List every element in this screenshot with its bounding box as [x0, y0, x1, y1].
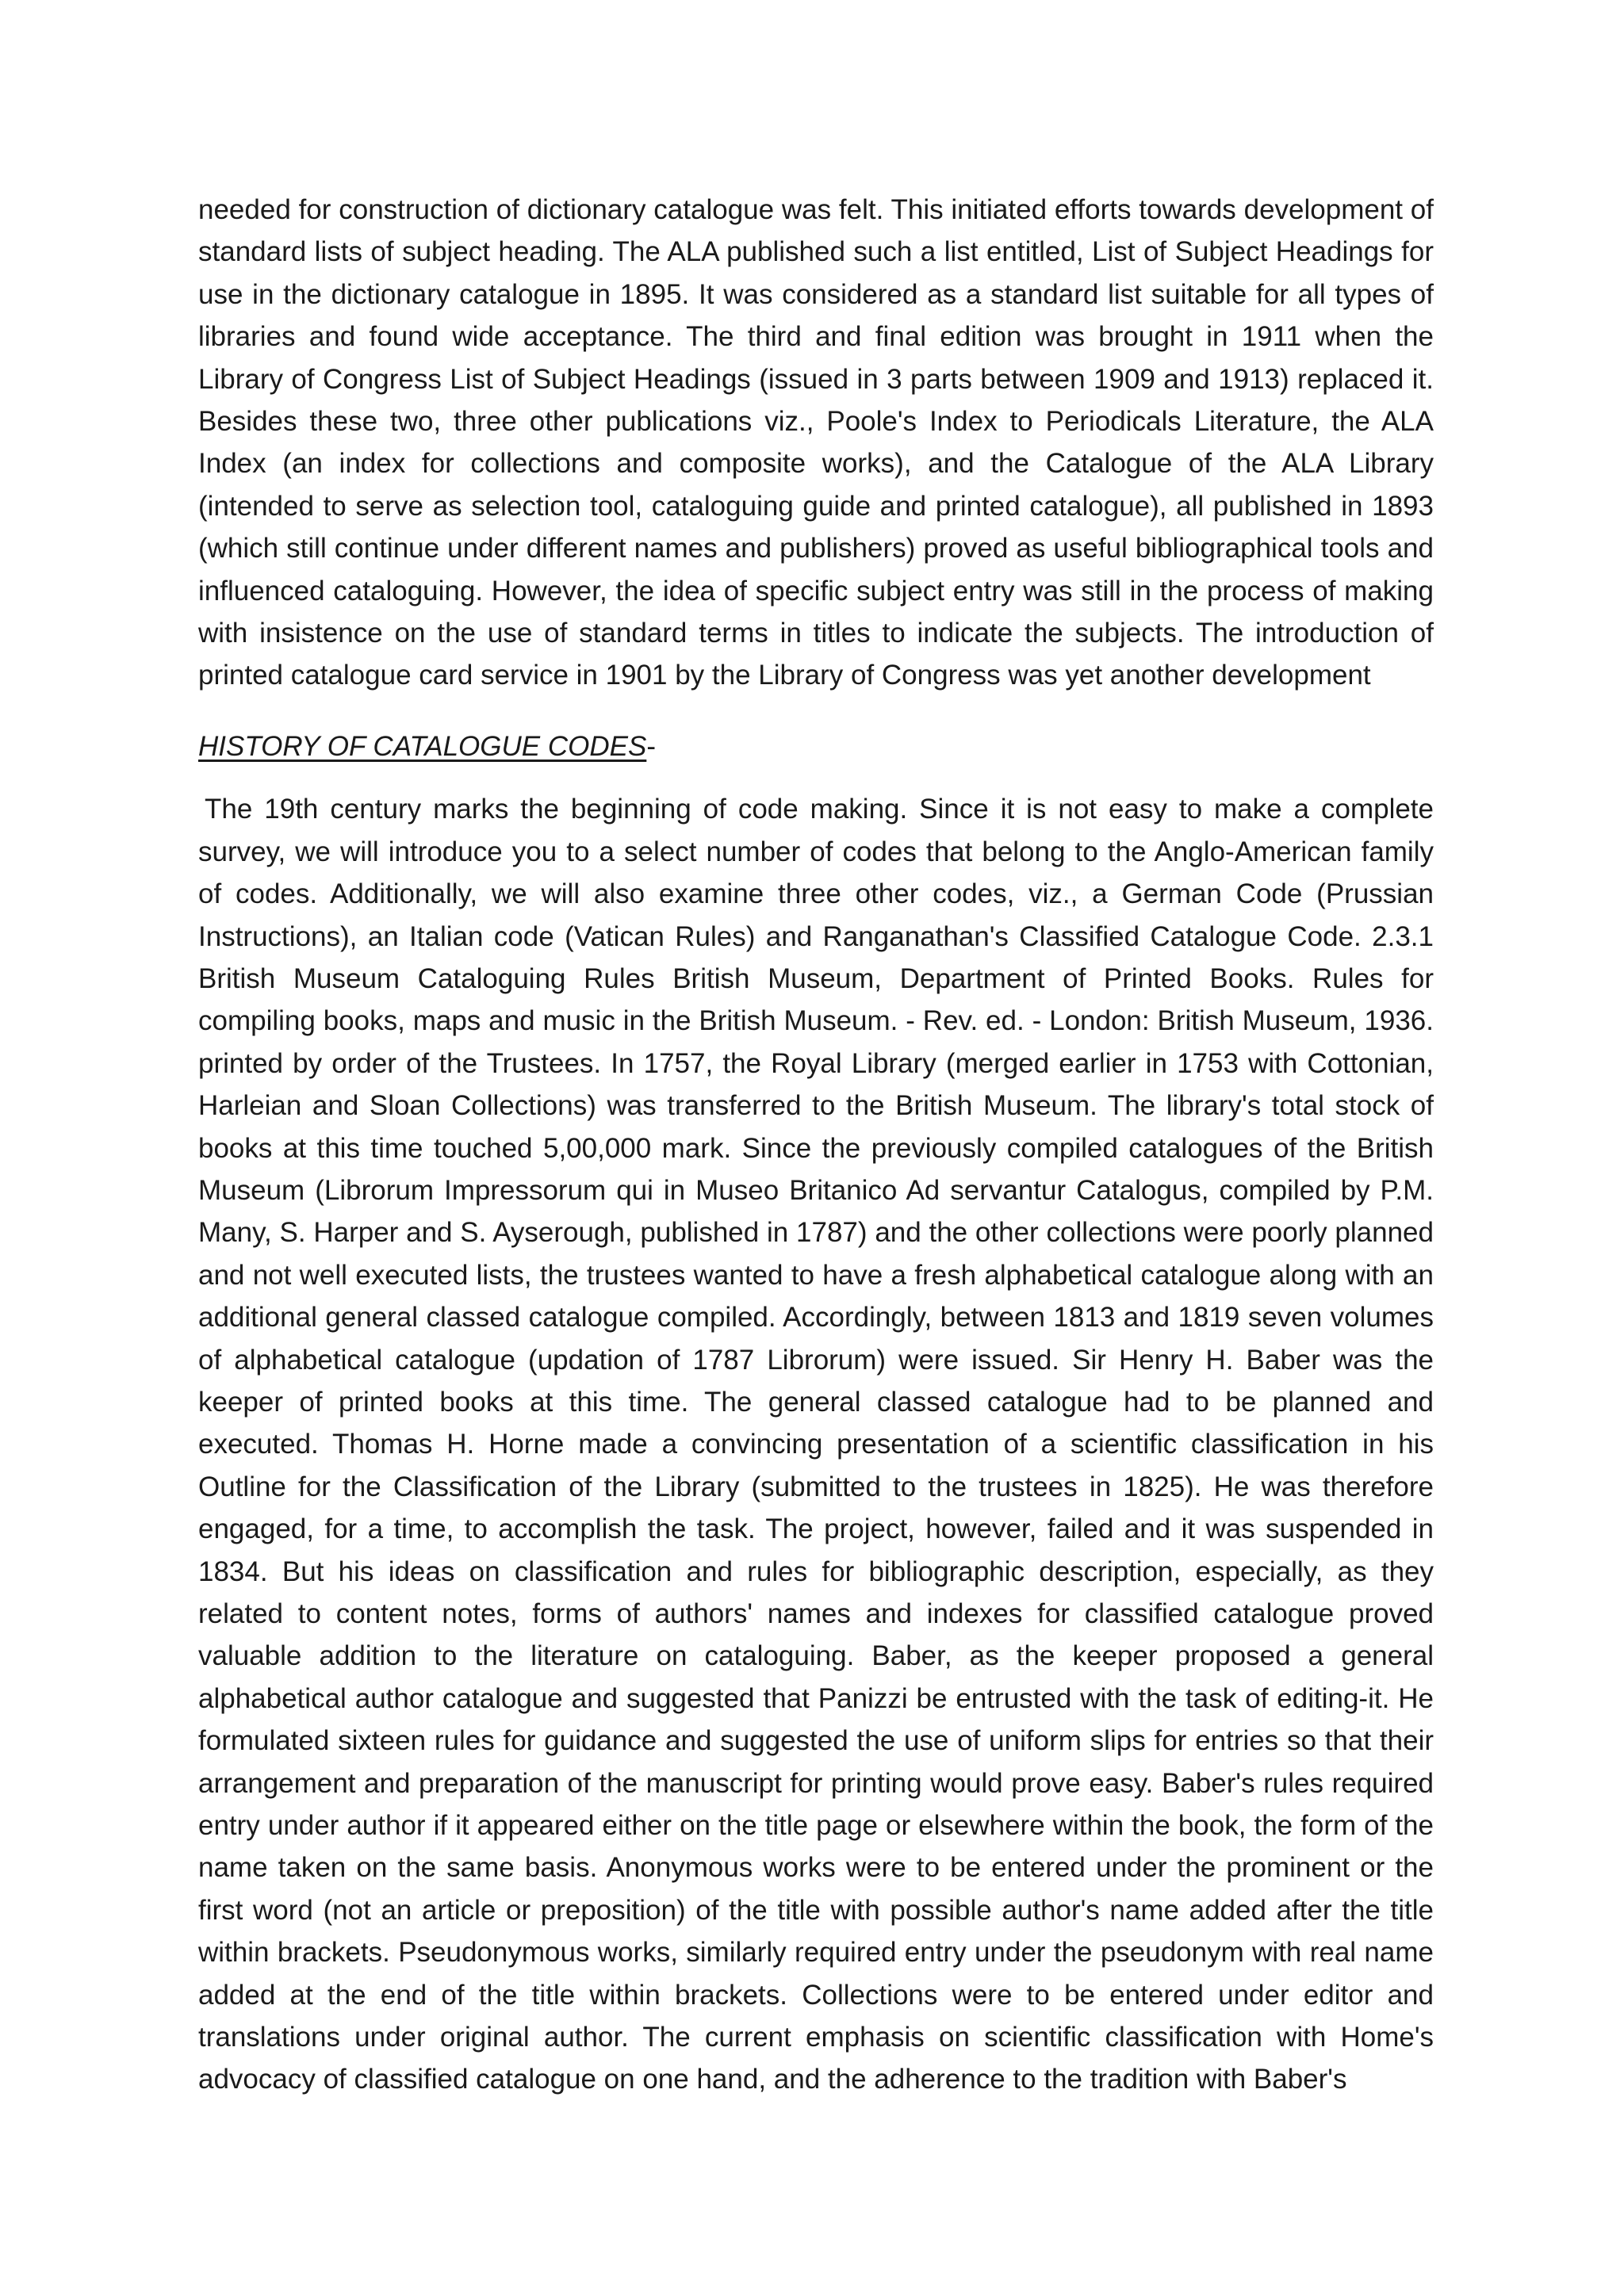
section-heading-line — [198, 725, 1434, 767]
page-body — [198, 189, 1434, 2101]
paragraph-catalogue-codes: The 19th century marks the beginning of code making. Since it is not easy to make a complete survey, we will introduce you to a select number of codes that belong to the Anglo-American family of codes. Additionally, we will also examine three other codes, viz., a German Code (Prussian Instructions), an Italian code (Vatican Rules) and Ranganathan's Classified Catalogue Code. 2.3.1 British Museum Cataloguing Rules British Museum, Department of Printed Books. Rules for compiling books, maps and music in the British Museum. - Rev. ed. - London: British Museum, 1936. printed by order of the Trustees. In 1757, the Royal Library (merged earlier in 1753 with Cottonian, Harleian and Sloan Collections) was transferred to the British Museum. The library's total stock of books at this time touched 5,00,000 mark. Since the previously compiled catalogues of the British Museum (Librorum Impressorum qui in Museo Britanico Ad servantur Catalogus, compiled by P.M. Many, S. Harper and S. Ayserough, published in 1787) and the other collections were poorly planned and not well executed lists, the trustees wanted to have a fresh alphabetical catalogue along with an additional general classed catalogue compiled. Accordingly, between 1813 and 1819 seven volumes of alphabetical catalogue (updation of 1787 Librorum) were issued. Sir Henry H. Baber was the keeper of printed books at this time. The general classed catalogue had to be planned and executed. Thomas H. Horne made a convincing presentation of a scientific classification in his Outline for the Classification of the Library (submitted to the trustees in 1825). He was therefore engaged, for a time, to accomplish the task. The project, however, failed and it was suspended in 1834. But his ideas on classification and rules for bibliographic description, especially, as they related to content notes, forms of authors' names and indexes for classified catalogue proved valuable addition to the literature on cataloguing. Baber, as the keeper proposed a general alphabetical author catalogue and suggested that Panizzi be entrusted with the task of editing-it. He formulated sixteen rules for guidance and suggested the use of uniform slips for entries so that their arrangement and preparation of the manuscript for printing would prove easy. Baber's rules required entry under author if it appeared either on the title page or elsewhere within the book, the form of the name taken on the same basis. Anonymous works were to be entered under the prominent or the first word (not an article or preposition) of the title with possible author's name added after the title within brackets. Pseudonymous works, similarly required entry under the pseudonym with real name added at the end of the title within brackets. Collections were to be entered under editor and translations under original author. The current emphasis on scientific classification with Home's advocacy of classified catalogue on one hand, and the adherence to the tradition with Baber's — [198, 794, 1434, 2095]
section-heading-suffix: - — [646, 730, 656, 762]
paragraph-subject-headings: needed for construction of dictionary catalogue was felt. This initiated efforts towards development of standard lists of subject heading. The ALA published such a list entitled, List of Subject Headings for use in the dictionary catalogue in 1895. It was considered as a standard list suitable for all types of libraries and found wide acceptance. The third and final edition was brought in 1911 when the Library of Congress List of Subject Headings (issued in 3 parts between 1909 and 1913) replaced it. Besides these two, three other publications viz., Poole's Index to Periodicals Literature, the ALA Index (an index for collections and composite works), and the Catalogue of the ALA Library (intended to serve as selection tool, cataloguing guide and printed catalogue), all published in 1893 (which still continue under different names and publishers) proved as useful bibliographical tools and influenced cataloguing. However, the idea of specific subject entry was still in the process of making with insistence on the use of standard terms in titles to indicate the subjects. The introduction of printed catalogue card service in 1901 by the Library of Congress was yet another development — [198, 194, 1434, 691]
section-heading: HISTORY OF CATALOGUE CODES — [198, 730, 647, 762]
